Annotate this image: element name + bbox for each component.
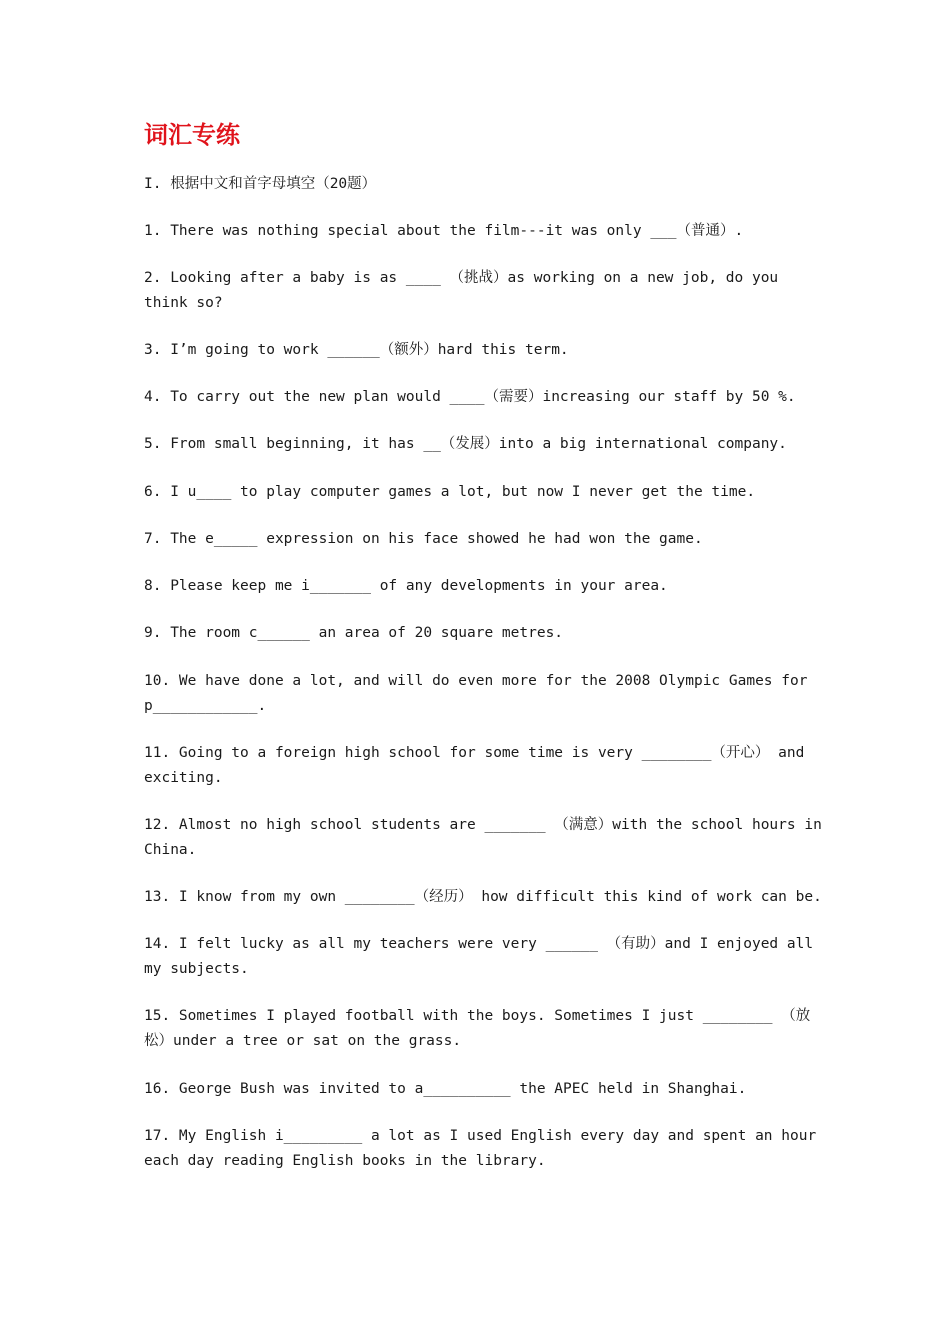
question-12-continuation: China. <box>144 842 197 858</box>
question-14: 14. I felt lucky as all my teachers were very ______ （有助）and I enjoyed all <box>144 936 814 952</box>
question-17: 17. My English i_________ a lot as I used English every day and spent an hour <box>144 1128 817 1144</box>
question-13: 13. I know from my own ________（经历） how difficult this kind of work can be. <box>144 889 822 905</box>
question-3: 3. I’m going to work ______（额外）hard this term. <box>144 342 569 358</box>
question-11: 11. Going to a foreign high school for some time is very ________（开心） and <box>144 745 805 761</box>
question-10-continuation: p____________. <box>144 698 267 714</box>
question-15-continuation: 松）under a tree or sat on the grass. <box>144 1033 462 1049</box>
section-heading: I. 根据中文和首字母填空（20题） <box>144 176 377 192</box>
question-17-continuation: each day reading English books in the library. <box>144 1153 546 1169</box>
question-14-continuation: my subjects. <box>144 961 249 977</box>
question-5: 5. From small beginning, it has __（发展）into a big international company. <box>144 436 787 452</box>
question-4: 4. To carry out the new plan would ____（需要）increasing our staff by 50 %. <box>144 389 796 405</box>
question-2-continuation: think so? <box>144 295 223 311</box>
question-8: 8. Please keep me i_______ of any developments in your area. <box>144 578 668 594</box>
question-10: 10. We have done a lot, and will do even more for the 2008 Olympic Games for <box>144 673 808 689</box>
question-16: 16. George Bush was invited to a__________ the APEC held in Shanghai. <box>144 1081 747 1097</box>
question-15: 15. Sometimes I played football with the boys. Sometimes I just ________ （放 <box>144 1008 811 1024</box>
question-12: 12. Almost no high school students are _______ （满意）with the school hours in <box>144 817 822 833</box>
question-2: 2. Looking after a baby is as ____ （挑战）as working on a new job, do you <box>144 270 779 286</box>
question-1: 1. There was nothing special about the film---it was only ___（普通）. <box>144 223 744 239</box>
question-6: 6. I u____ to play computer games a lot, but now I never get the time. <box>144 484 756 500</box>
page-title: 词汇专练 <box>144 120 240 149</box>
question-7: 7. The e_____ expression on his face showed he had won the game. <box>144 531 703 547</box>
question-9: 9. The room c______ an area of 20 square metres. <box>144 625 564 641</box>
question-11-continuation: exciting. <box>144 770 223 786</box>
